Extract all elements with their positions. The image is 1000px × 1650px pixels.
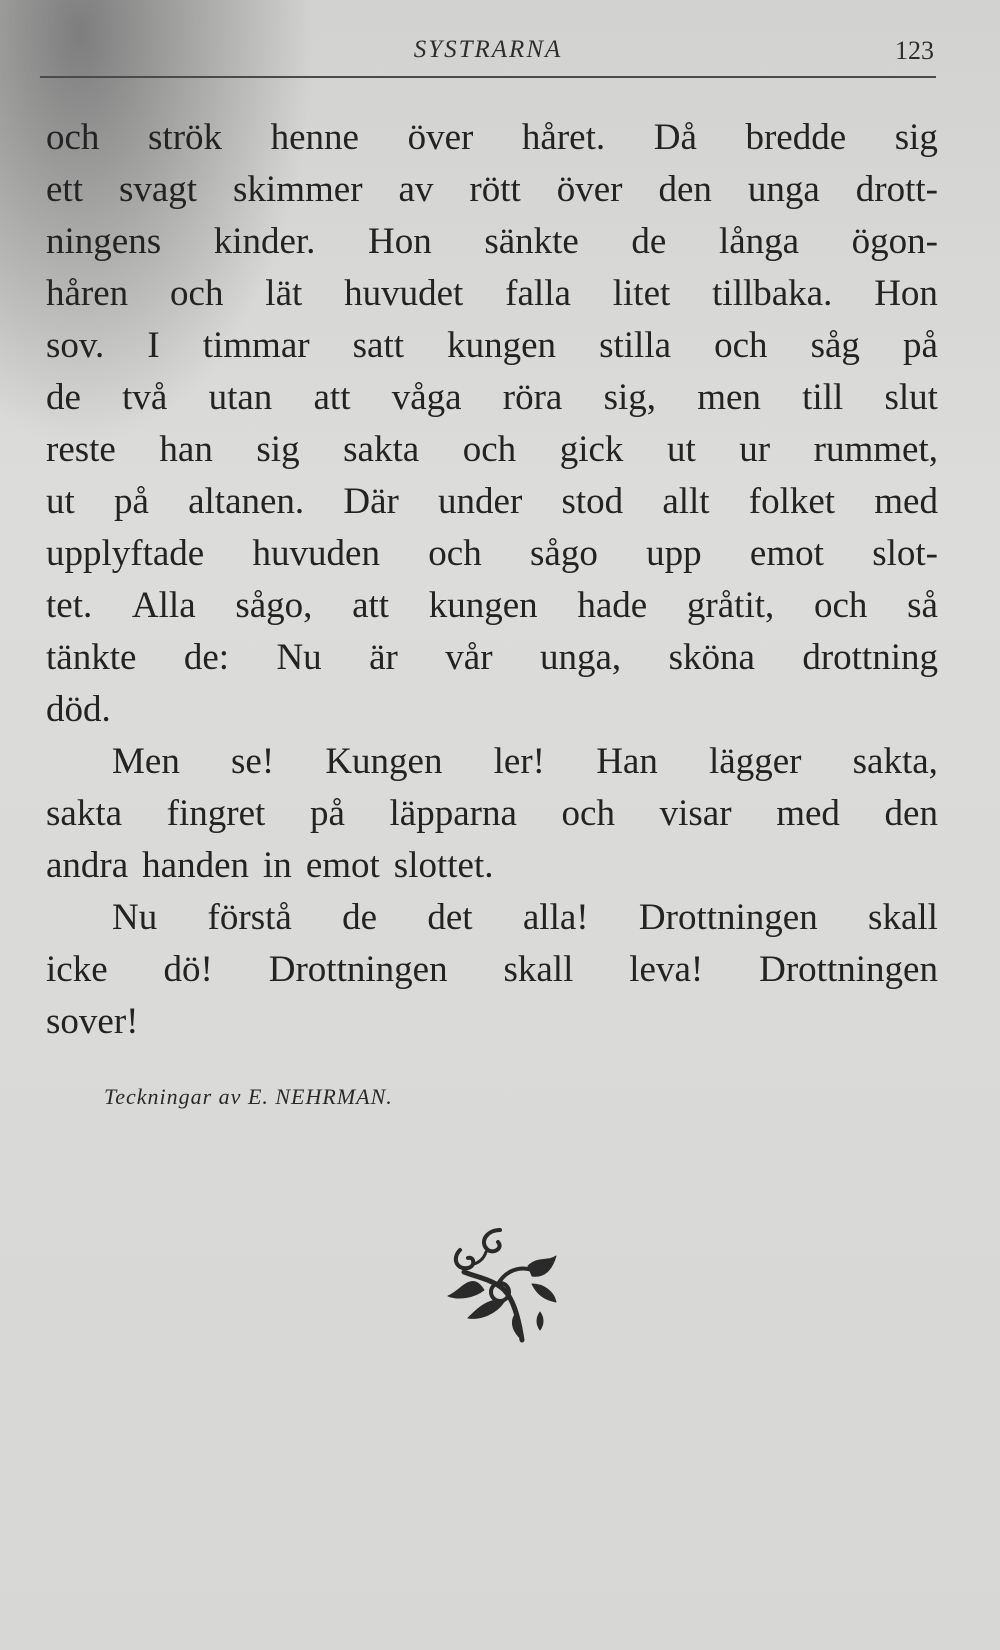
word: Drottningen (759, 949, 938, 990)
text-line-13 (46, 736, 938, 788)
word: Nu (276, 637, 322, 678)
word: på (113, 481, 149, 522)
word: och (813, 585, 868, 626)
word: Alla (131, 585, 196, 626)
word: den (884, 793, 938, 834)
word: emot (305, 845, 380, 886)
word: så (907, 585, 938, 626)
word: bredde (745, 117, 847, 158)
word: och (462, 429, 517, 470)
text-line-3 (46, 216, 938, 268)
word: stod (561, 481, 624, 522)
word: på (309, 793, 345, 834)
text-line-16 (46, 892, 938, 944)
word: och (46, 117, 100, 158)
text-line-4 (46, 268, 938, 320)
text-line-12 (46, 684, 938, 736)
word: ur (739, 429, 771, 470)
word: unga (747, 169, 820, 210)
word: litet (612, 273, 671, 314)
word: andra (46, 845, 129, 886)
word: lät (265, 273, 303, 314)
word: med (776, 793, 840, 834)
word: ut (46, 481, 75, 522)
word: upp (646, 533, 702, 574)
word: röra (502, 377, 563, 418)
word: de: (183, 637, 230, 678)
word: upplyftade (46, 533, 205, 574)
text-line-2 (46, 164, 938, 216)
word: kinder. (213, 221, 316, 262)
word: tet. (46, 585, 93, 626)
word: rött (469, 169, 521, 210)
word: kungen (447, 325, 557, 366)
word: timmar (202, 325, 310, 366)
word: alla! (522, 897, 589, 938)
word: sakta, (852, 741, 938, 782)
word: och (170, 273, 224, 314)
word: Nu (112, 897, 158, 938)
text-line-7 (46, 424, 938, 476)
word: Drottningen (638, 897, 818, 938)
word: drottning (802, 637, 938, 678)
word: men (697, 377, 761, 418)
word: att (313, 377, 351, 418)
word: sov. (46, 325, 105, 366)
word: ler! (493, 741, 546, 782)
word: sig (256, 429, 300, 470)
text-line-10 (46, 580, 938, 632)
illustration-credit: Teckningar av E. NEHRMAN. (104, 1084, 393, 1109)
word: de (631, 221, 667, 262)
word: skall (868, 897, 938, 938)
word: sågo, (235, 585, 313, 626)
running-head (40, 36, 936, 78)
word: våga (391, 377, 462, 418)
word: allt (662, 481, 710, 522)
word: skimmer (233, 169, 363, 210)
word: drott- (855, 169, 938, 210)
body-text (46, 112, 938, 1048)
text-line-1 (46, 112, 938, 164)
word: sköna (668, 637, 755, 678)
word: förstå (207, 897, 292, 938)
word: och (428, 533, 482, 574)
word: håren (46, 273, 129, 314)
word: slut (884, 377, 938, 418)
word: skall (503, 949, 574, 990)
word: sig, (603, 377, 657, 418)
text-line-17 (46, 944, 938, 996)
running-title: SYSTRARNA (413, 36, 563, 63)
text-line-6 (46, 372, 938, 424)
word: med (874, 481, 938, 522)
word: folket (748, 481, 836, 522)
word: se! (231, 741, 275, 782)
word: satt (352, 325, 405, 366)
word: till (802, 377, 844, 418)
word: över (556, 169, 623, 210)
word: Hon (368, 221, 432, 262)
word: sänkte (484, 221, 579, 262)
word: håret. (521, 117, 606, 158)
word: på (903, 325, 938, 366)
word: ögon- (851, 221, 938, 262)
word: sig (894, 117, 938, 158)
text-line-11 (46, 632, 938, 684)
word: han (159, 429, 213, 470)
word: huvudet (344, 273, 464, 314)
word: rummet, (813, 429, 938, 470)
text-line-9 (46, 528, 938, 580)
word: sover! (46, 1001, 139, 1042)
word: tillbaka. (712, 273, 833, 314)
text-line-18 (46, 996, 938, 1048)
word: leva! (629, 949, 704, 990)
word: den (658, 169, 712, 210)
word: stilla (599, 325, 672, 366)
word: såg (810, 325, 860, 366)
word: död. (46, 689, 111, 730)
word: Hon (874, 273, 938, 314)
word: och (714, 325, 768, 366)
word: och (561, 793, 615, 834)
word: läpparna (389, 793, 517, 834)
word: sakta (46, 793, 123, 834)
word: sakta (343, 429, 420, 470)
word: icke (46, 949, 108, 990)
word: Han (596, 741, 658, 782)
word: visar (659, 793, 732, 834)
word: ut (666, 429, 696, 470)
word: slottet. (393, 845, 494, 886)
text-line-14 (46, 788, 938, 840)
word: utan (208, 377, 273, 418)
word: vår (445, 637, 493, 678)
word: Kungen (325, 741, 443, 782)
word: I (147, 325, 160, 366)
word: huvuden (252, 533, 380, 574)
word: hade (577, 585, 648, 626)
word: dö! (163, 949, 213, 990)
floral-vignette-icon (440, 1222, 560, 1352)
word: är (369, 637, 398, 678)
word: tänkte (46, 637, 137, 678)
word: av (398, 169, 434, 210)
word: svagt (118, 169, 198, 210)
word: slot- (872, 533, 938, 574)
word: Då (653, 117, 697, 158)
word: det (427, 897, 473, 938)
word: reste (46, 429, 116, 470)
word: unga, (539, 637, 622, 678)
text-line-5 (46, 320, 938, 372)
word: henne (270, 117, 359, 158)
word: falla (505, 273, 571, 314)
word: Drottningen (268, 949, 448, 990)
word: under (438, 481, 523, 522)
word: sågo (530, 533, 598, 574)
word: altanen. (188, 481, 305, 522)
word: Men (112, 741, 180, 782)
word: ningens (46, 221, 162, 262)
word: lägger (709, 741, 802, 782)
word: strök (148, 117, 223, 158)
text-line-15 (46, 840, 938, 892)
word: gick (559, 429, 624, 470)
word: de (342, 897, 378, 938)
word: gråtit, (686, 585, 775, 626)
word: kungen (428, 585, 538, 626)
word: ett (46, 169, 83, 210)
word: emot (749, 533, 824, 574)
word: att (352, 585, 390, 626)
page-number: 123 (895, 36, 934, 65)
word: över (407, 117, 474, 158)
word: handen (142, 845, 250, 886)
word: de (46, 377, 81, 418)
word: två (122, 377, 168, 418)
word: Där (343, 481, 399, 522)
text-line-8 (46, 476, 938, 528)
word: långa (718, 221, 800, 262)
word: in (263, 845, 292, 886)
word: fingret (166, 793, 266, 834)
